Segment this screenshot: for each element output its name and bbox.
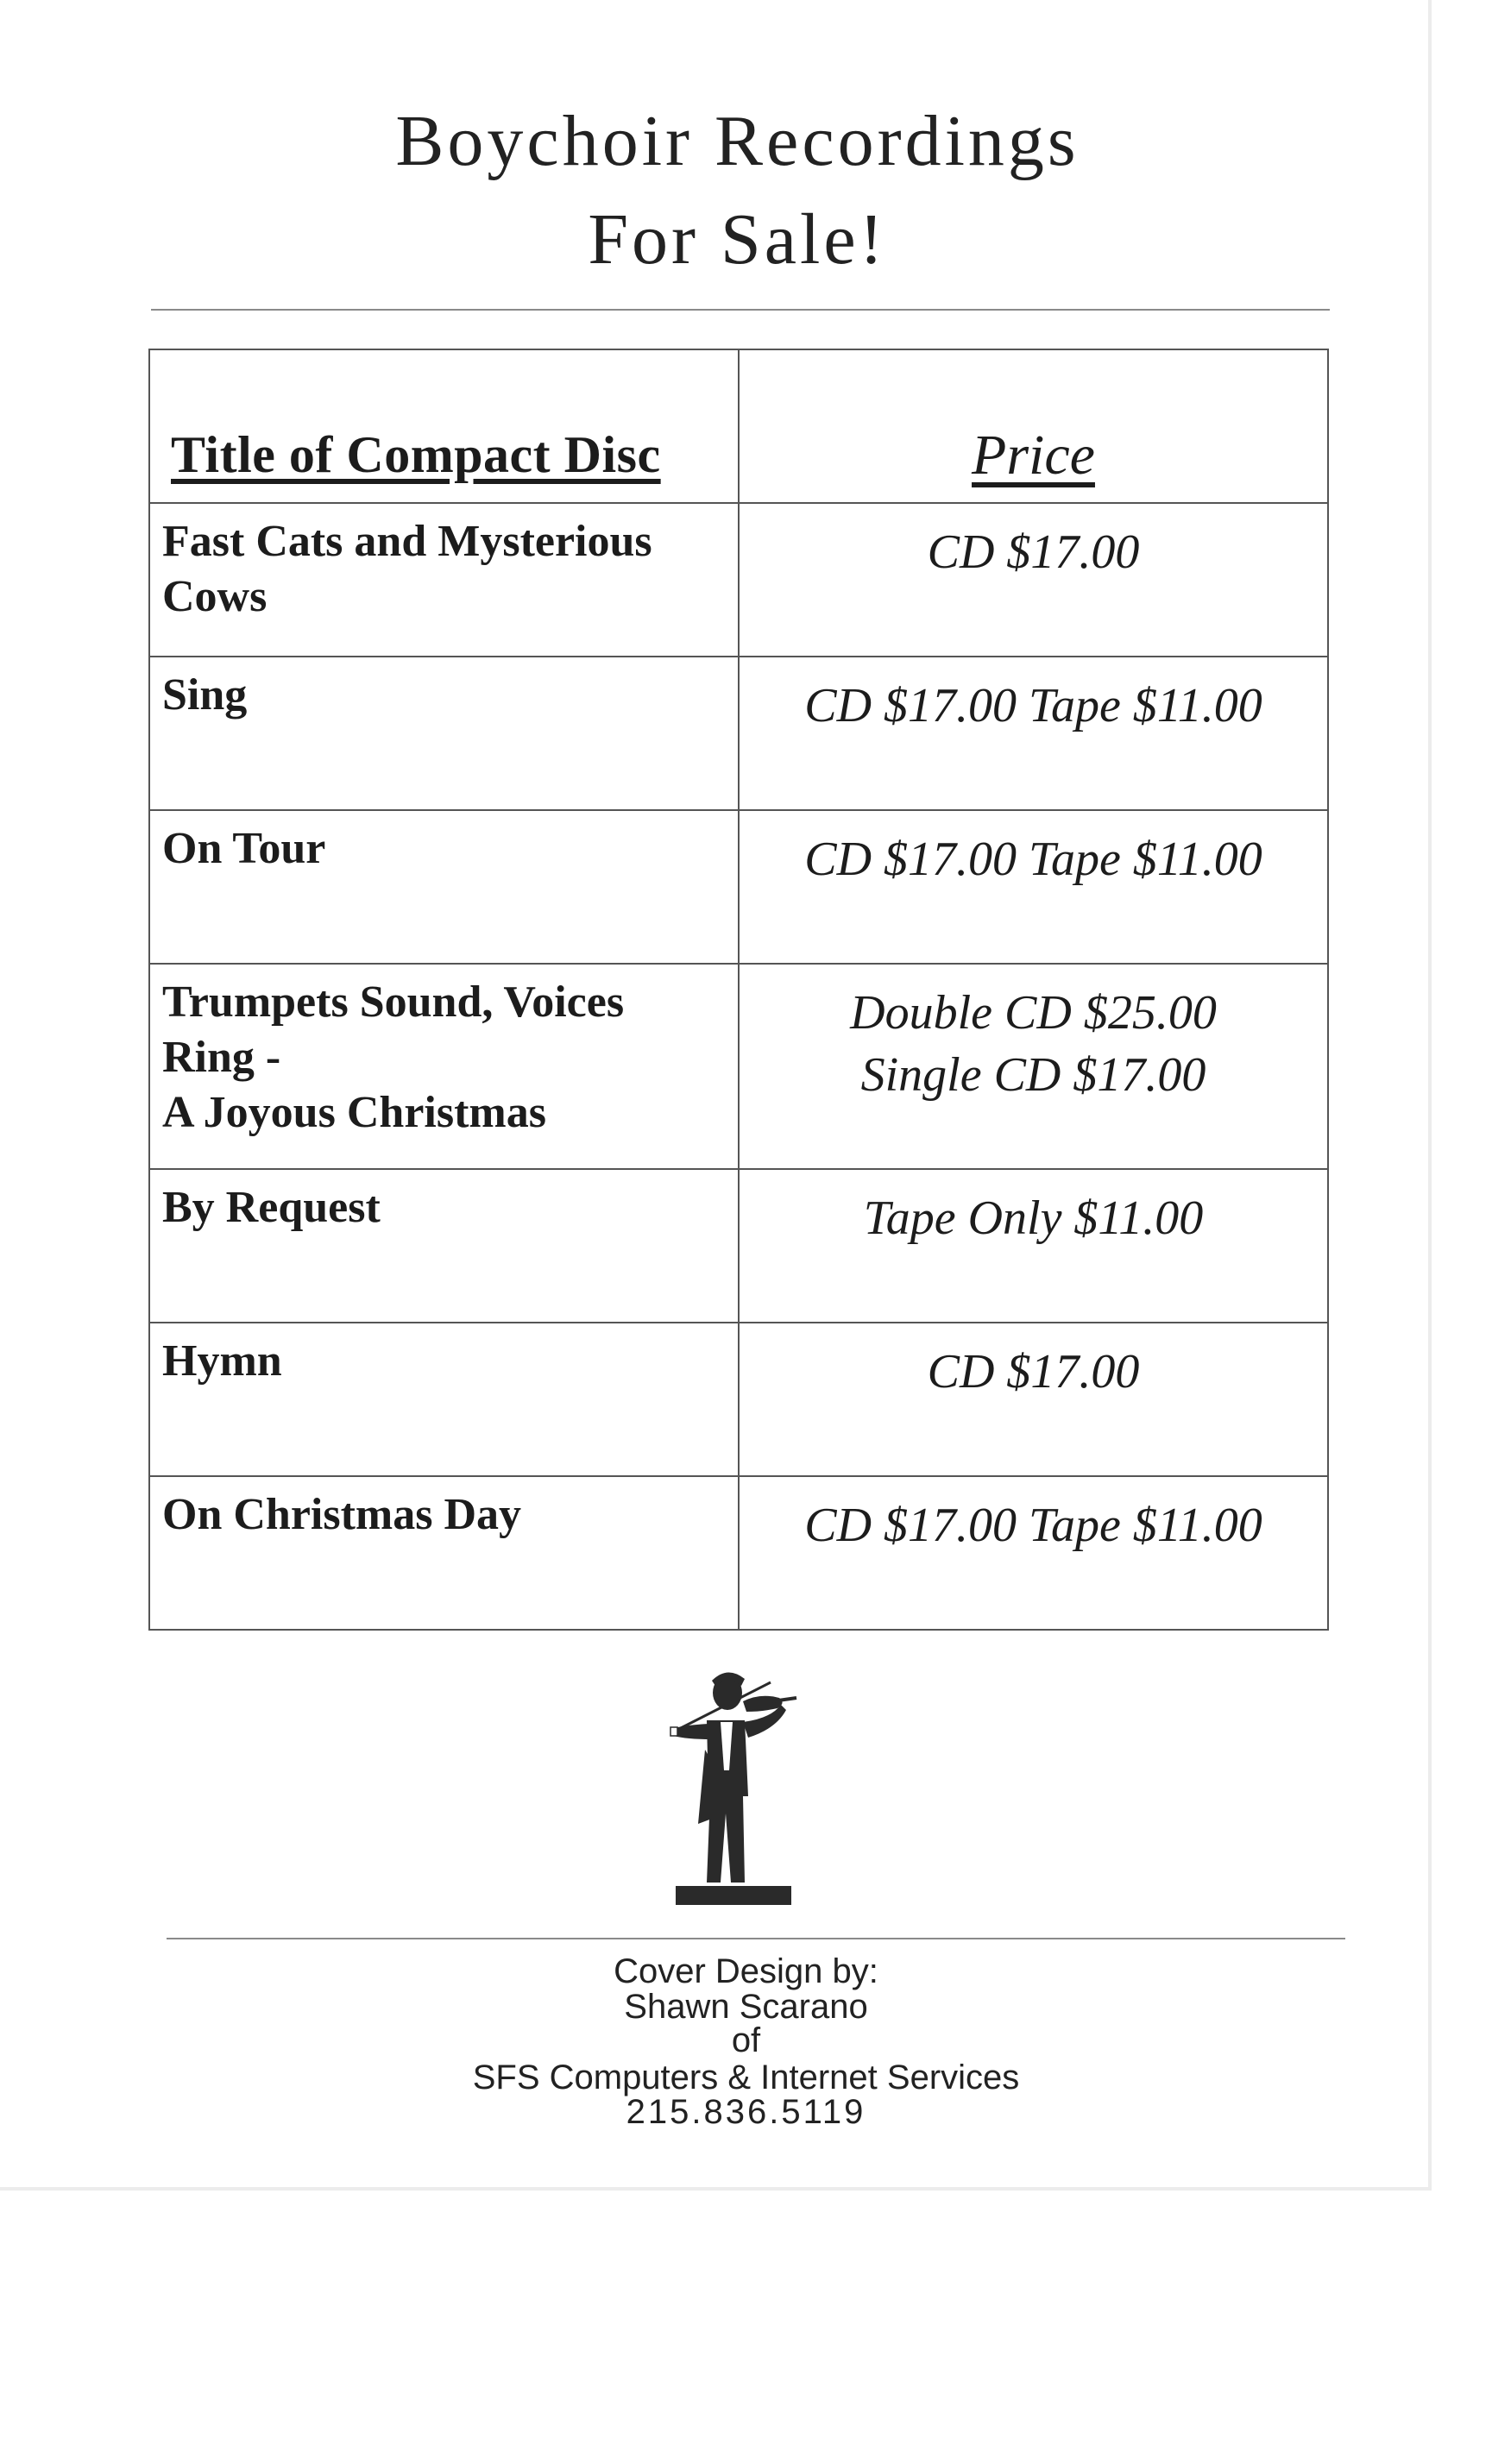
column-header-title: Title of Compact Disc: [171, 425, 661, 483]
table-row: [149, 503, 1328, 657]
disc-title: By Request: [162, 1183, 381, 1232]
disc-title: On Christmas Day: [162, 1490, 522, 1539]
price-cell: [739, 964, 1328, 1169]
page-title-line2: For Sale!: [588, 199, 887, 280]
price-table: [148, 349, 1329, 1631]
price-line: CD $17.00 Tape $11.00: [804, 679, 1262, 732]
price-cell: [739, 657, 1328, 810]
price-line: CD $17.00 Tape $11.00: [804, 1499, 1262, 1552]
disc-title: [150, 965, 738, 1141]
disc-price: [740, 811, 1327, 890]
title-cell: [149, 1476, 739, 1630]
title-cell: [149, 503, 739, 657]
disc-title-line: Ring -: [162, 1033, 281, 1082]
table-row: [149, 1323, 1328, 1476]
disc-title: On Tour: [162, 824, 326, 873]
disc-title: Hymn: [162, 1336, 282, 1386]
credit-line: Cover Design by:: [614, 1952, 878, 1990]
table-row: [149, 810, 1328, 964]
disc-price: [740, 1323, 1327, 1403]
price-line: Double CD $25.00: [850, 986, 1217, 1040]
price-cell: [739, 1169, 1328, 1323]
price-cell: [739, 810, 1328, 964]
title-cell: [149, 964, 739, 1169]
disc-title-line: A Joyous Christmas: [162, 1088, 546, 1137]
header-title-cell: [149, 349, 739, 503]
credit-of: of: [731, 2021, 761, 2059]
price-line: CD $17.00: [927, 525, 1140, 579]
price-line: Single CD $17.00: [860, 1048, 1206, 1102]
table-header-row: [149, 349, 1328, 503]
table-row: [149, 1476, 1328, 1630]
column-header-price: Price: [972, 424, 1095, 487]
disc-price: [740, 657, 1327, 737]
price-cell: [739, 1323, 1328, 1476]
title-cell: [149, 1323, 739, 1476]
table-row: [149, 657, 1328, 810]
designer-name: Shawn Scarano: [624, 1988, 868, 2026]
disc-price: [740, 1170, 1327, 1249]
page-title-line1: Boychoir Recordings: [395, 101, 1080, 181]
violinist-silhouette-icon: [669, 1667, 798, 1908]
table-row: [149, 1169, 1328, 1323]
title-cell: [149, 1169, 739, 1323]
price-cell: [739, 1476, 1328, 1630]
disc-title-line: Trumpets Sound, Voices: [162, 977, 625, 1027]
top-divider: [151, 309, 1330, 311]
price-line: CD $17.00 Tape $11.00: [804, 833, 1262, 886]
disc-title: Fast Cats and Mysterious Cows: [162, 517, 652, 621]
disc-price: [740, 1477, 1327, 1556]
price-line: CD $17.00: [927, 1345, 1140, 1399]
title-cell: [149, 810, 739, 964]
disc-title: Sing: [162, 670, 248, 720]
header-price-cell: [739, 349, 1328, 503]
table-row: [149, 964, 1328, 1169]
disc-price: [740, 965, 1327, 1106]
price-cell: [739, 503, 1328, 657]
bottom-divider: [167, 1938, 1345, 1939]
disc-price: [740, 504, 1327, 583]
title-cell: [149, 657, 739, 810]
phone-number: 215.836.5119: [626, 2093, 866, 2131]
price-line: Tape Only $11.00: [863, 1191, 1204, 1245]
company-name: SFS Computers & Internet Services: [472, 2059, 1020, 2096]
